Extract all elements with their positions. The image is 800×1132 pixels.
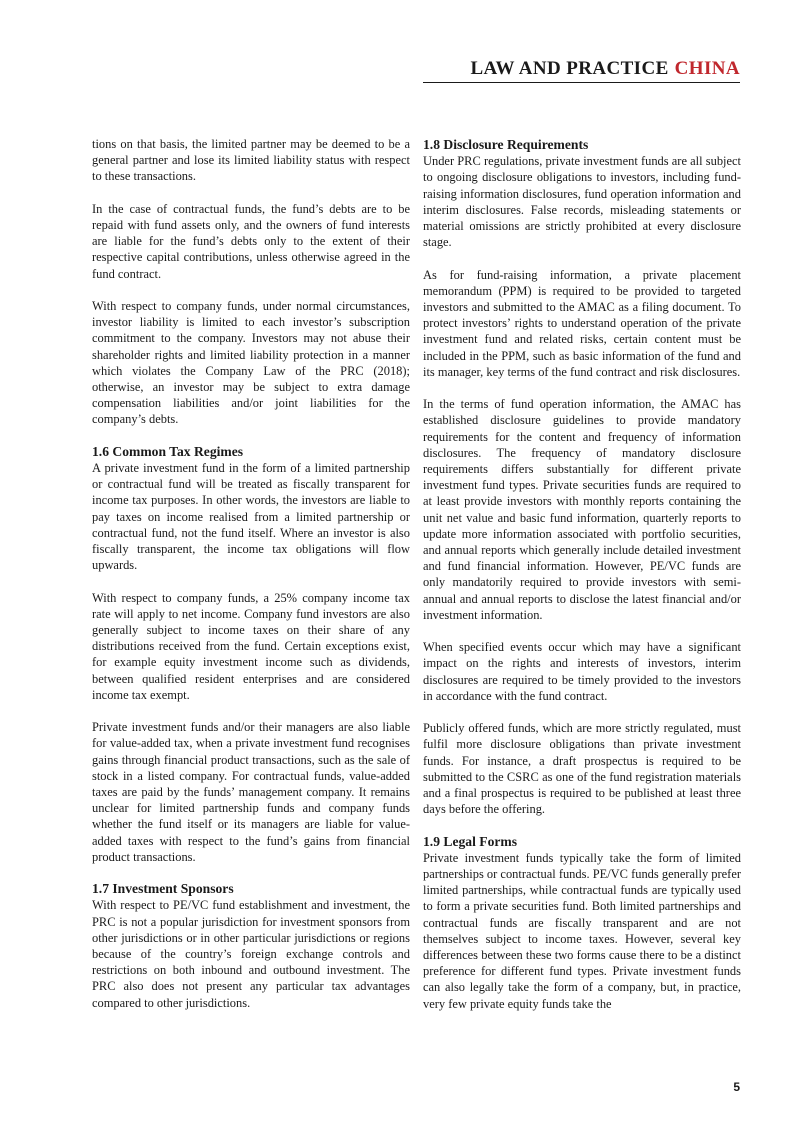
paragraph: Private investment funds and/or their managers are also liable for value-added tax, when a private investment fund recognises gains through financial product transactions, such as the sale of stock in a listed company. For contractual funds, value-added taxes are paid by the funds’ management company. It remains unclear for limited partnership funds and company funds whether the fund itself or its managers are liable for value-added taxes with respect to the fund’s gains from financial product transactions. [92, 720, 410, 864]
page-number: 5 [733, 1080, 740, 1094]
section-heading-1-7: 1.7 Investment Sponsors [92, 881, 234, 897]
paragraph: tions on that basis, the limited partner may be deemed to be a general partner and lose its limited liability status with respect to these transactions. [92, 137, 410, 184]
section-heading-1-9: 1.9 Legal Forms [423, 833, 518, 849]
paragraph: As for fund-raising information, a private placement memorandum (PPM) is required to be provided to targeted investors and submitted to the AMAC as a filing document. To protect investors’ rights to understand operation of the private investment fund and related risks, certain content must be included in the PPM, such as basic information of the fund and its manager, key terms of the fund contract and risk disclosures. [423, 267, 741, 379]
paragraph: With respect to company funds, a 25% company income tax rate will apply to net income. Company fund investors are also generally subject to income taxes on their share of any distributions received from the fund. Certain exceptions exist, for example equity investment income such as dividends, between qualified resident enterprises and are considered income tax exempt. [92, 590, 410, 702]
header-rule [423, 82, 740, 83]
paragraph: Publicly offered funds, which are more strictly regulated, must fulfil more disclosure obligations than private investment funds. For instance, a draft prospectus is required to be submitted to the CSRC as one of the fund registration materials and a final prospectus is required to be published at least three days before the offering. [423, 721, 741, 817]
paragraph: With respect to PE/VC fund establishment and investment, the PRC is not a popular jurisdiction for investment sponsors from other jurisdictions or in other particular jurisdictions or regions because of the country’s foreign exchange controls and restrictions on both inbound and outbound investment. The PRC also does not present any particular tax advantages compared to other jurisdictions. [92, 898, 410, 1010]
paragraph: With respect to company funds, under normal circumstances, investor liability is limited to each investor’s subscription commitment to the company. Investors may not abuse their shareholder rights and limited liability protection in a manner which violates the Company Law of the PRC (2018); otherwise, an investor may be subject to extra damage compensation liabilities and/or joint liabilities for the company’s debts. [92, 299, 410, 427]
header-country: CHINA [674, 58, 740, 79]
paragraph: When specified events occur which may have a significant impact on the rights and interests of investors, interim disclosures are required to be timely provided to the investors in accordance with the fund contract. [423, 640, 741, 703]
section-heading-1-8: 1.8 Disclosure Requirements [423, 137, 589, 152]
running-header [470, 58, 740, 80]
paragraph: Private investment funds typically take the form of limited partnerships or contractual funds. PE/VC funds generally prefer limited partnerships, while contractual funds are typically used to form a private securities fund. Both limited partnerships and contractual funds are fiscally transparent and are not themselves subject to income taxes. However, several key differences between these two forms cause there to be a distinct preference for different fund types. Private investment funds can also legally take the form of a company, but, in practice, very few private equity funds take the [423, 850, 741, 1011]
paragraph: A private investment fund in the form of a limited partnership or contractual fund will be treated as fiscally transparent for income tax purposes. In other words, the investors are liable to pay taxes on income realised from a limited partnership or contractual fund, not the fund itself. Where an investor is also fiscally transparent, the income tax obligations will flow upwards. [92, 461, 410, 573]
right-column [423, 137, 741, 1028]
paragraph: Under PRC regulations, private investment funds are all subject to ongoing disclosure obligations to investors, including fund-raising information disclosures, fund operation information and interim disclosures. False records, misleading statements or material omissions are strictly prohibited at every disclosure stage. [423, 154, 741, 250]
paragraph: In the terms of fund operation information, the AMAC has established disclosure guidelines to provide mandatory requirements for the content and frequency of information disclosures. The frequency of mandatory disclosure requirements differs substantially for different private investment fund types. Private securities funds are required to at least provide investors with monthly reports containing the unit net value and basic fund information, quarterly reports to update more information associated with portfolio securities, and annual reports which generally include detailed investment and fund financial information. However, PE/VC funds are only mandatorily required to provide investors with semi-annual and annual reports to disclose the latest financial and/or investment information. [423, 397, 741, 622]
section-heading-1-6: 1.6 Common Tax Regimes [92, 443, 244, 459]
left-column [92, 136, 410, 1027]
paragraph: In the case of contractual funds, the fund’s debts are to be repaid with fund assets only, and the owners of fund interests are liable for the fund’s debts only to the extent of their respective capital contributions, unless otherwise agreed in the fund contract. [92, 201, 410, 281]
header-title: LAW AND PRACTICE [470, 58, 669, 79]
